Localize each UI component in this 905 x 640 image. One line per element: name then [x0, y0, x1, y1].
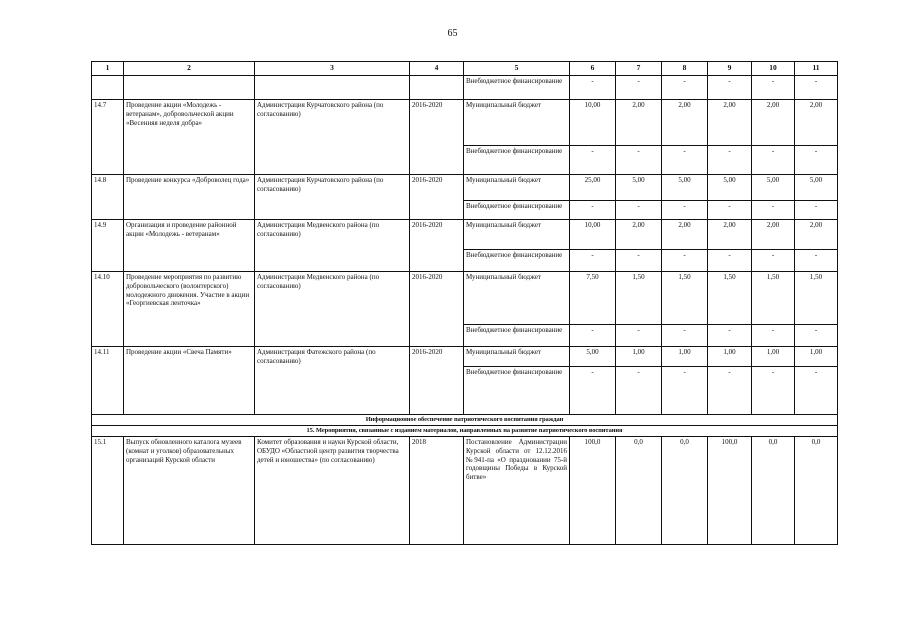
row-id: 14.7: [92, 100, 124, 175]
row-name: Проведение конкурса «Доброволец года»: [124, 175, 255, 220]
value-cell: 2,00: [616, 100, 662, 146]
funding-source: Постановление Администрации Курской области от 12.12.2016 №941-па «О праздновании 75-й годовщины Победы в Курской битве»: [464, 437, 570, 545]
value-cell: -: [752, 201, 795, 220]
table-row: [92, 76, 838, 100]
value-cell: -: [752, 325, 795, 347]
value-cell: -: [752, 146, 795, 175]
value-cell: 1,00: [662, 347, 708, 367]
value-cell: 2,00: [616, 220, 662, 250]
value-cell: 2,00: [662, 220, 708, 250]
funding-source: Внебюджетное финансирование: [464, 325, 570, 347]
column-header: 8: [662, 62, 708, 76]
funding-source: Муниципальный бюджет: [464, 220, 570, 250]
value-cell: 2,00: [752, 220, 795, 250]
section-title: Информационное обеспечение патриотического воспитания граждан: [92, 415, 838, 426]
funding-source: Муниципальный бюджет: [464, 175, 570, 201]
value-cell: 10,00: [570, 100, 616, 146]
value-cell: -: [662, 367, 708, 415]
value-cell: -: [795, 201, 838, 220]
row-executor: Комитет образования и науки Курской области, ОБУДО «Областной центр развития творчества детей и юношества» (по согласованию): [255, 437, 410, 545]
value-cell: -: [662, 146, 708, 175]
row-period: 2016-2020: [410, 220, 464, 272]
value-cell: -: [570, 325, 616, 347]
value-cell: -: [616, 367, 662, 415]
value-cell: -: [795, 325, 838, 347]
value-cell: 0,0: [662, 437, 708, 545]
value-cell: -: [708, 146, 752, 175]
value-cell: -: [708, 325, 752, 347]
funding-source: Муниципальный бюджет: [464, 272, 570, 325]
row-name: [124, 76, 255, 100]
row-executor: [255, 76, 410, 100]
value-cell: 5,00: [616, 175, 662, 201]
value-cell: 2,00: [795, 100, 838, 146]
column-header: 4: [410, 62, 464, 76]
page-number: 65: [447, 28, 458, 39]
row-executor: Администрация Медвенского района (по согласованию): [255, 272, 410, 347]
value-cell: 1,50: [616, 272, 662, 325]
row-id: 15.1: [92, 437, 124, 545]
row-period: [410, 76, 464, 100]
table-row: [92, 347, 838, 367]
subsection-row: [92, 426, 838, 437]
value-cell: 100,0: [708, 437, 752, 545]
row-id: 14.8: [92, 175, 124, 220]
value-cell: 1,00: [708, 347, 752, 367]
row-period: 2016-2020: [410, 272, 464, 347]
funding-source: Внебюджетное финансирование: [464, 367, 570, 415]
value-cell: -: [795, 76, 838, 100]
value-cell: -: [708, 201, 752, 220]
row-name: Организация и проведение районной акции «Молодежь - ветеранам»: [124, 220, 255, 272]
value-cell: -: [570, 367, 616, 415]
value-cell: -: [616, 76, 662, 100]
funding-source: Внебюджетное финансирование: [464, 146, 570, 175]
value-cell: 2,00: [795, 220, 838, 250]
value-cell: 7,50: [570, 272, 616, 325]
subsection-title: 15. Мероприятия, связанные с изданием материалов, направленных на развитие патриотического воспитания: [92, 426, 838, 437]
value-cell: 0,0: [616, 437, 662, 545]
value-cell: -: [616, 146, 662, 175]
section-row: [92, 415, 838, 426]
value-cell: -: [752, 367, 795, 415]
row-name: Выпуск обновленного каталога музеев (комнат и уголков) образовательных организаций Курской области: [124, 437, 255, 545]
value-cell: -: [662, 325, 708, 347]
value-cell: -: [708, 250, 752, 272]
table-row: [92, 100, 838, 146]
value-cell: -: [616, 250, 662, 272]
value-cell: -: [616, 325, 662, 347]
value-cell: -: [662, 201, 708, 220]
column-number-row: [92, 62, 838, 76]
funding-source: Внебюджетное финансирование: [464, 76, 570, 100]
value-cell: -: [795, 146, 838, 175]
row-executor: Администрация Медвенского района (по согласованию): [255, 220, 410, 272]
value-cell: -: [616, 201, 662, 220]
column-header: 1: [92, 62, 124, 76]
row-id: [92, 76, 124, 100]
value-cell: 2,00: [662, 100, 708, 146]
value-cell: 2,00: [708, 220, 752, 250]
funding-source: Муниципальный бюджет: [464, 100, 570, 146]
value-cell: -: [795, 250, 838, 272]
row-id: 14.10: [92, 272, 124, 347]
value-cell: 25,00: [570, 175, 616, 201]
funding-source: Муниципальный бюджет: [464, 347, 570, 367]
row-period: 2016-2020: [410, 175, 464, 220]
row-period: 2018: [410, 437, 464, 545]
row-executor: Администрация Курчатовского района (по согласованию): [255, 175, 410, 220]
value-cell: 5,00: [708, 175, 752, 201]
funding-table: [91, 61, 838, 545]
value-cell: 1,00: [795, 347, 838, 367]
table-row: [92, 437, 838, 545]
value-cell: 1,00: [616, 347, 662, 367]
value-cell: -: [752, 250, 795, 272]
value-cell: -: [662, 76, 708, 100]
value-cell: 0,0: [795, 437, 838, 545]
value-cell: 1,50: [708, 272, 752, 325]
value-cell: -: [570, 76, 616, 100]
table-row: [92, 175, 838, 201]
row-period: 2016-2020: [410, 347, 464, 415]
value-cell: 2,00: [708, 100, 752, 146]
row-executor: Администрация Курчатовского района (по согласованию): [255, 100, 410, 175]
row-period: 2016-2020: [410, 100, 464, 175]
column-header: 3: [255, 62, 410, 76]
row-id: 14.9: [92, 220, 124, 272]
column-header: 7: [616, 62, 662, 76]
value-cell: 1,50: [752, 272, 795, 325]
value-cell: -: [570, 250, 616, 272]
row-name: Проведение мероприятия по развитию добровольческого (волонтерского) молодежного движения. Участие в акции «Георгиевская ленточка»: [124, 272, 255, 347]
funding-source: Внебюджетное финансирование: [464, 250, 570, 272]
value-cell: 100,0: [570, 437, 616, 545]
value-cell: 10,00: [570, 220, 616, 250]
column-header: 6: [570, 62, 616, 76]
table-row: [92, 272, 838, 325]
value-cell: 1,00: [752, 347, 795, 367]
value-cell: 0,0: [752, 437, 795, 545]
funding-source: Внебюджетное финансирование: [464, 201, 570, 220]
column-header: 10: [752, 62, 795, 76]
value-cell: -: [708, 76, 752, 100]
column-header: 9: [708, 62, 752, 76]
table-row: [92, 220, 838, 250]
row-executor: Администрация Фатежского района (по согласованию): [255, 347, 410, 415]
value-cell: 5,00: [795, 175, 838, 201]
value-cell: -: [795, 367, 838, 415]
row-name: Проведение акции «Молодежь - ветеранам», добровольческой акции «Весенняя неделя добра»: [124, 100, 255, 175]
value-cell: 5,00: [662, 175, 708, 201]
value-cell: -: [708, 367, 752, 415]
row-name: Проведение акции «Свеча Памяти»: [124, 347, 255, 415]
value-cell: 2,00: [752, 100, 795, 146]
column-header: 2: [124, 62, 255, 76]
value-cell: 5,00: [752, 175, 795, 201]
value-cell: -: [570, 201, 616, 220]
value-cell: -: [570, 146, 616, 175]
value-cell: 5,00: [570, 347, 616, 367]
value-cell: -: [662, 250, 708, 272]
value-cell: 1,50: [662, 272, 708, 325]
row-id: 14.11: [92, 347, 124, 415]
column-header: 5: [464, 62, 570, 76]
column-header: 11: [795, 62, 838, 76]
value-cell: 1,50: [795, 272, 838, 325]
value-cell: -: [752, 76, 795, 100]
